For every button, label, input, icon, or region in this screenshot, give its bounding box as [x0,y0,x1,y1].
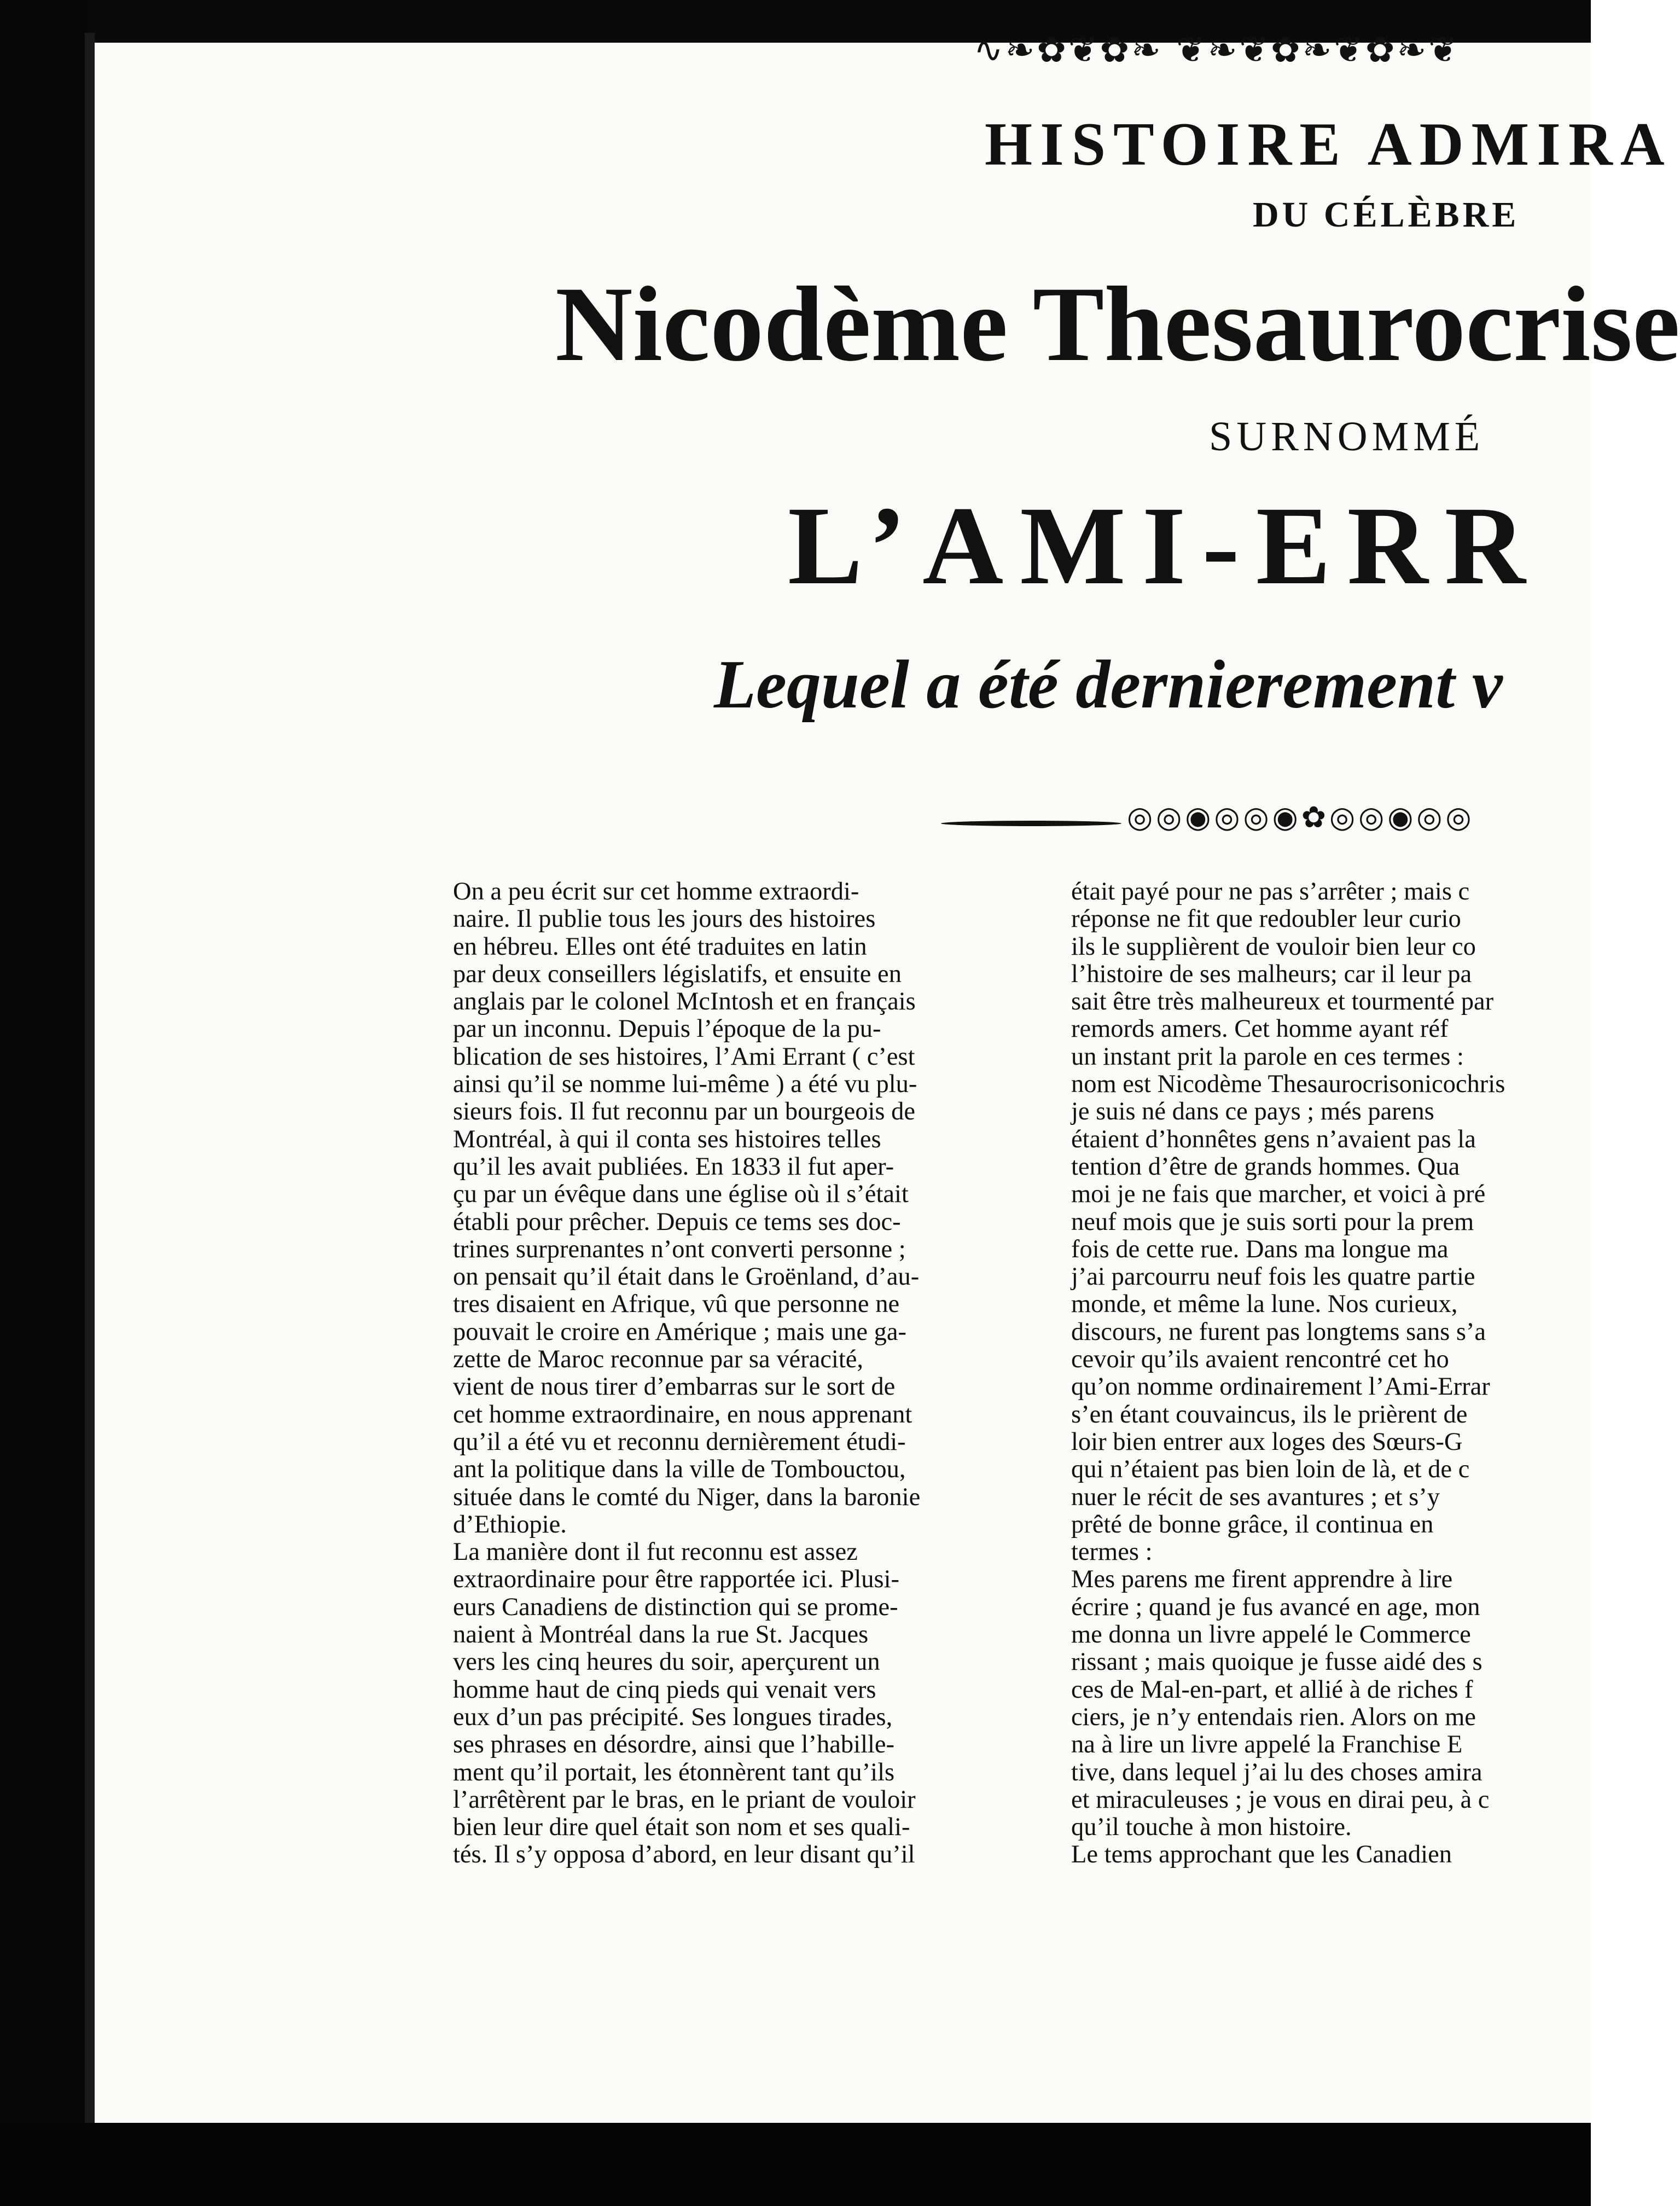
text-line: Le tems approchant que les Canadien [1071,1841,1452,1869]
text-line: extraordinaire pour être rapportée ici. Plusi- [453,1565,899,1594]
text-line: zette de Maroc reconnue par sa véracité, [453,1345,864,1374]
text-line: eurs Canadiens de distinction qui se prome- [453,1593,898,1621]
text-line: pouvait le croire en Amérique ; mais une ga- [453,1317,906,1346]
text-line: par un inconnu. Depuis l’époque de la pu- [453,1015,881,1043]
text-line: en hébreu. Elles ont été traduites en latin [453,932,867,961]
heading-du-celebre: DU CÉLÈBRE [1253,195,1520,235]
text-line: un instant prit la parole en ces termes : [1071,1042,1464,1071]
scan-bottom-border [0,2123,1591,2206]
text-line: par deux conseillers législatifs, et ensuite en [453,960,902,988]
text-line: et miraculeuses ; je vous en dirai peu, à c [1071,1785,1490,1814]
text-line: me donna un livre appelé le Commerce [1071,1621,1471,1649]
text-line: vient de nous tirer d’embarras sur le sort de [453,1373,896,1401]
text-line: qui n’étaient pas bien loin de là, et de c [1071,1455,1470,1484]
heading-surnomme: SURNOMMÉ [1209,414,1485,460]
text-line: moi je ne fais que marcher, et voici à pré [1071,1180,1486,1209]
right-text-column [1071,878,1613,1869]
text-line: monde, et même la lune. Nos curieux, [1071,1290,1458,1319]
text-line: trines surprenantes n’ont converti personne ; [453,1235,906,1263]
text-line: na à lire un livre appelé la Franchise E [1071,1731,1463,1759]
text-line: ils le supplièrent de vouloir bien leur co [1071,932,1476,961]
text-line: prêté de bonne grâce, il continua en [1071,1510,1434,1539]
text-line: l’histoire de ses malheurs; car il leur pa [1071,960,1472,988]
text-line: tés. Il s’y opposa d’abord, en leur disant qu’il [453,1841,915,1869]
text-line: était payé pour ne pas s’arrêter ; mais c [1071,878,1470,905]
text-line: anglais par le colonel McIntosh et en français [453,988,916,1016]
text-line: loir bien entrer aux loges des Sœurs-G [1071,1427,1463,1456]
text-line: discours, ne furent pas longtems sans s’a [1071,1317,1486,1346]
text-line: On a peu écrit sur cet homme extraordi- [453,878,859,905]
right-column-clip [1071,875,1591,1937]
heading-name: Nicodème Thesaurocrisе [555,265,1680,384]
text-line: qu’il les avait publiées. En 1833 il fut aper- [453,1152,894,1181]
text-line: réponse ne fit que redoubler leur curio [1071,905,1461,933]
text-line: eux d’un pas précipité. Ses longues tirades, [453,1703,893,1731]
text-line: qu’il a été vu et reconnu dernièrement étudi- [453,1427,906,1456]
top-ornament-border: ∿❧✿❦✿❧ ❦❧❦✿❧❦✿❧❦ [974,30,1460,71]
text-line: sieurs fois. Il fut reconnu par un bourgeois de [453,1098,915,1126]
text-line: neuf mois que je suis sorti pour la prem [1071,1208,1474,1236]
divider-rule [941,821,1121,826]
text-line: blication de ses histoires, l’Ami Errant ( c’est [453,1042,915,1071]
text-line: ciers, je n’y entendais rien. Alors on me [1071,1703,1476,1731]
text-line: tive, dans lequel j’ai lu des choses amira [1071,1758,1483,1786]
text-line: je suis né dans ce pays ; més parens [1071,1098,1434,1126]
text-line: fois de cette rue. Dans ma longue ma [1071,1235,1449,1263]
text-line: termes : [1071,1538,1153,1566]
text-line: ses phrases en désordre, ainsi que l’habille- [453,1731,895,1759]
text-line: nuer le récit de ses avantures ; et s’y [1071,1483,1440,1511]
text-line: ment qu’il portait, les étonnèrent tant qu’ils [453,1758,895,1786]
text-line: située dans le comté du Niger, dans la baronie [453,1483,921,1511]
heading-histoire-admirable: HISTOIRE ADMIRA [985,111,1672,178]
divider-ornament: ◎◎◉◎◎◉✿◎◎◉◎◎ [1127,800,1475,834]
text-line: ant la politique dans la ville de Tombouctou, [453,1455,906,1484]
text-line: rissant ; mais quoique je fusse aidé des s [1071,1648,1483,1676]
text-line: on pensait qu’il était dans le Groënland, d’au- [453,1263,920,1291]
text-line: nom est Nicodème Thesaurocrisonicochris [1071,1070,1505,1099]
text-line: bien leur dire quel était son nom et ses quali- [453,1813,910,1842]
text-line: qu’on nomme ordinairement l’Ami-Errar [1071,1373,1490,1401]
text-line: homme haut de cinq pieds qui venait vers [453,1675,876,1704]
text-line: remords amers. Cet homme ayant réf [1071,1015,1449,1043]
text-line: La manière dont il fut reconnu est assez [453,1538,858,1566]
text-line: s’en étant couvaincus, ils le prièrent de [1071,1400,1468,1429]
text-line: qu’il touche à mon histoire. [1071,1813,1352,1842]
text-line: tres disaient en Afrique, vû que personne ne [453,1290,900,1319]
text-line: cet homme extraordinaire, en nous apprenant [453,1400,912,1429]
text-line: sait être très malheureux et tourmenté par [1071,988,1494,1016]
text-line: établi pour prêcher. Depuis ce tems ses doc- [453,1208,901,1236]
text-line: vers les cinq heures du soir, aperçurent un [453,1648,880,1676]
text-line: étaient d’honnêtes gens n’avaient pas la [1071,1125,1476,1153]
text-line: naire. Il publie tous les jours des histoires [453,905,876,933]
text-line: d’Ethiopie. [453,1510,567,1539]
text-line: ainsi qu’il se nomme lui-même ) a été vu plu- [453,1070,917,1099]
text-line: naient à Montréal dans la rue St. Jacques [453,1621,869,1649]
text-line: Mes parens me firent apprendre à lire [1071,1565,1453,1594]
page-edge-shadow [85,33,95,2128]
text-line: çu par un évêque dans une église où il s’était [453,1180,909,1209]
text-line: Montréal, à qui il conta ses histoires telles [453,1125,881,1153]
text-line: l’arrêtèrent par le bras, en le priant de vouloir [453,1785,916,1814]
text-line: ces de Mal-en-part, et allié à de riches f [1071,1675,1473,1704]
text-line: écrire ; quand je fus avancé en age, mon [1071,1593,1480,1621]
left-text-column [453,878,1045,1869]
heading-lequel: Lequel a été dernierement v [714,647,1503,723]
text-line: cevoir qu’ils avaient rencontré cet ho [1071,1345,1449,1374]
heading-ami-errant: L’AMI-ERR [788,484,1542,608]
text-line: tention d’être de grands hommes. Qua [1071,1152,1460,1181]
text-line: j’ai parcourru neuf fois les quatre partie [1071,1263,1475,1291]
scan-left-border [0,0,88,2206]
